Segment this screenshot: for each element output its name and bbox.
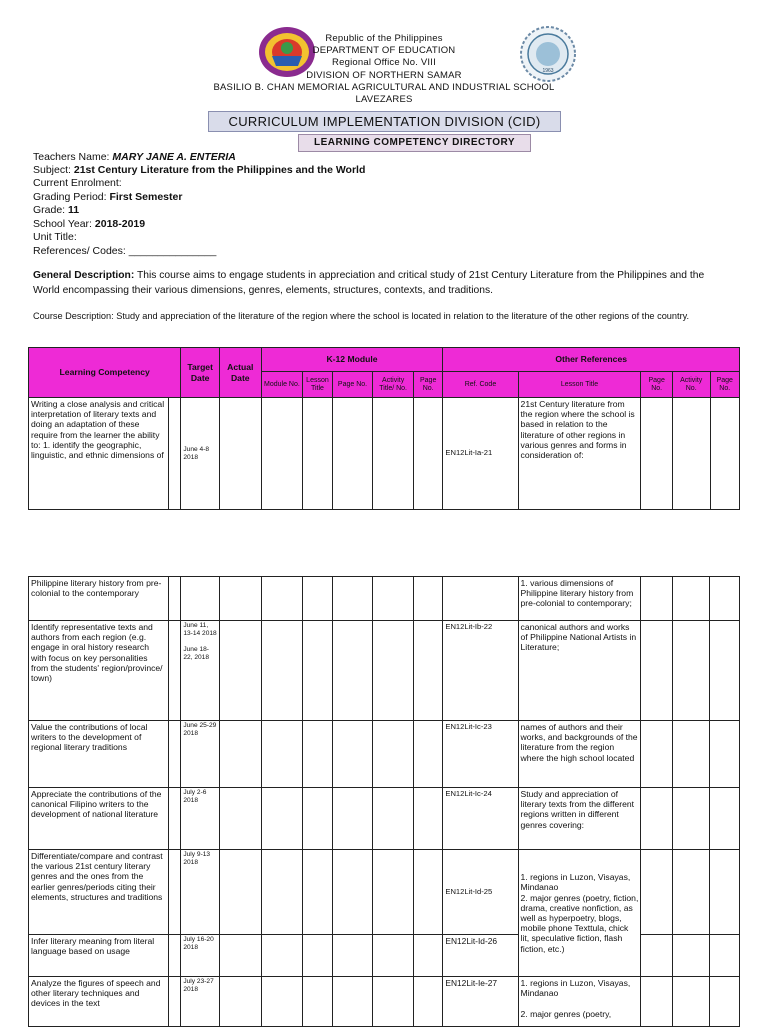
header-learning-competency: Learning Competency [29, 348, 181, 398]
header-k12-module: K-12 Module [261, 348, 443, 372]
lesson-title-cell: 1. regions in Luzon, Visayas, Mindanao 2. major genres (poetry, fiction, drama, creative nonfiction, as well as hyperpoetry, blogs, mobile phone Texttula, chick lit, speculative fiction, flash fiction, etc.) [518, 850, 641, 977]
target-date-cell: June 11, 13-14 2018 June 18-22, 2018 [181, 621, 220, 721]
header-lesson-title: Lesson Title [303, 372, 332, 398]
lesson-title-cell: 1. regions in Luzon, Visayas, Mindanao 2. major genres (poetry, [518, 977, 641, 1027]
lesson-title-cell: 1. various dimensions of Philippine literary history from pre-colonial to contemporary; [518, 577, 641, 621]
teacher-line: Teachers Name: MARY JANE A. ENTERIA [33, 151, 236, 163]
competency-table-1 [28, 347, 740, 510]
enrolment-line: Current Enrolment: [33, 177, 122, 189]
target-date-cell: July 9-13 2018 [181, 850, 220, 935]
lcd-banner: LEARNING COMPETENCY DIRECTORY [298, 134, 531, 152]
target-date-cell: July 23-27 2018 [181, 977, 220, 1027]
header-lesson-title: Lesson Title [518, 372, 641, 398]
competency-cell: Identify representative texts and authors from each region (e.g. engage in oral history research with focus on key personalities from the students' region/province/ town) [29, 621, 169, 721]
competency-cell: Infer literary meaning from literal language based on usage [29, 935, 169, 977]
header-activity-no: Activity No. [672, 372, 710, 398]
target-date-cell: June 25-29 2018 [181, 721, 220, 788]
ref-code-cell: EN12Lit-Ic-23 [443, 721, 518, 788]
lesson-title-cell: Study and appreciation of literary texts from the different regions written in different genres covering: [518, 788, 641, 850]
seal-year: 1963 [542, 68, 554, 74]
target-date-cell: July 16-20 2018 [181, 935, 220, 977]
ref-code-cell: EN12Lit-Ic-24 [443, 788, 518, 850]
lesson-title-cell: names of authors and their works, and backgrounds of the literature from the region where the high school located [518, 721, 641, 788]
grading-line: Grading Period: First Semester [33, 191, 183, 203]
header-module-no: Module No. [261, 372, 303, 398]
unit-title-line: Unit Title: [33, 231, 77, 243]
header-school: BASILIO B. CHAN MEMORIAL AGRICULTURAL AND INDUSTRIAL SCHOOL [213, 82, 555, 93]
ref-code-cell: EN12Lit-Id-26 [443, 935, 518, 977]
table-row [29, 621, 740, 721]
table-row [29, 788, 740, 850]
header-page-no: Page No. [641, 372, 672, 398]
school-year-line: School Year: 2018-2019 [33, 218, 146, 230]
header-republic: Republic of the Philippines [325, 33, 443, 44]
header-activity-title: Activity Title/ No. [373, 372, 414, 398]
header-other-references: Other References [443, 348, 740, 372]
references-line: References/ Codes: _______________ [33, 245, 217, 257]
competency-cell: Writing a close analysis and critical interpretation of literary texts and doing an adaptation of these require from the learner the ability to: 1. identify the geographic, linguistic, and ethnic dimensions of [29, 398, 169, 510]
competency-cell: Differentiate/compare and contrast the various 21st century literary genres and the ones from the earlier genres/periods citing their elements, structures and traditions [29, 850, 169, 935]
cid-banner: CURRICULUM IMPLEMENTATION DIVISION (CID) [208, 111, 561, 132]
header-region: Regional Office No. VIII [332, 57, 436, 68]
header-actual-date: Actual Date [219, 348, 261, 398]
header-division: DIVISION OF NORTHERN SAMAR [306, 70, 462, 81]
header-page-no: Page No. [332, 372, 373, 398]
table-row [29, 977, 740, 1027]
table-row [29, 850, 740, 935]
table-row [29, 721, 740, 788]
subject-name: 21st Century Literature from the Philippines and the World [73, 164, 366, 176]
ref-code-cell: EN12Lit-Id-25 [443, 850, 518, 935]
header-ref-code: Ref. Code [443, 372, 518, 398]
table-row [29, 577, 740, 621]
ref-code-cell: EN12Lit-Ia-21 [443, 398, 518, 510]
subject-line: Subject: 21st Century Literature from the Philippines and the World [33, 164, 366, 176]
grade-line: Grade: 11 [33, 204, 80, 216]
competency-cell: Philippine literary history from pre-colonial to the contemporary [29, 577, 169, 621]
ref-code-cell: EN12Lit-Ib-22 [443, 621, 518, 721]
lesson-title-cell: 21st Century literature from the region where the school is based in relation to the literature of other regions in various genres and forms in consideration of: [518, 398, 641, 510]
lesson-title-cell: canonical authors and works of Philippine National Artists in Literature; [518, 621, 641, 721]
teacher-name: MARY JANE A. ENTERIA [112, 151, 236, 163]
competency-cell: Value the contributions of local writers to the development of regional literary traditions [29, 721, 169, 788]
header-page-no: Page No. [710, 372, 740, 398]
course-description: Course Description: Study and appreciation of the literature of the region where the school is located in relation to the literature of the other regions of the country. [33, 311, 690, 321]
header-page-no: Page No. [413, 372, 442, 398]
table-row [29, 398, 740, 510]
target-date-cell: July 2-6 2018 [181, 788, 220, 850]
competency-cell: Analyze the figures of speech and other literary techniques and devices in the text [29, 977, 169, 1027]
general-description: General Description: This course aims to engage students in appreciation and critical study of 21st Century Literature from the Philippines and the World encompassing their various dimensions, genres, elements, structures, contexts, and traditions. [33, 270, 705, 296]
header-department: DEPARTMENT OF EDUCATION [312, 45, 456, 56]
header-target-date: Target Date [181, 348, 220, 398]
target-date-cell: June 4-8 2018 [181, 398, 220, 510]
header-town: LAVEZARES [355, 94, 413, 105]
competency-cell: Appreciate the contributions of the canonical Filipino writers to the development of national literature [29, 788, 169, 850]
ref-code-cell: EN12Lit-Ie-27 [443, 977, 518, 1027]
competency-table-2 [28, 576, 740, 1027]
